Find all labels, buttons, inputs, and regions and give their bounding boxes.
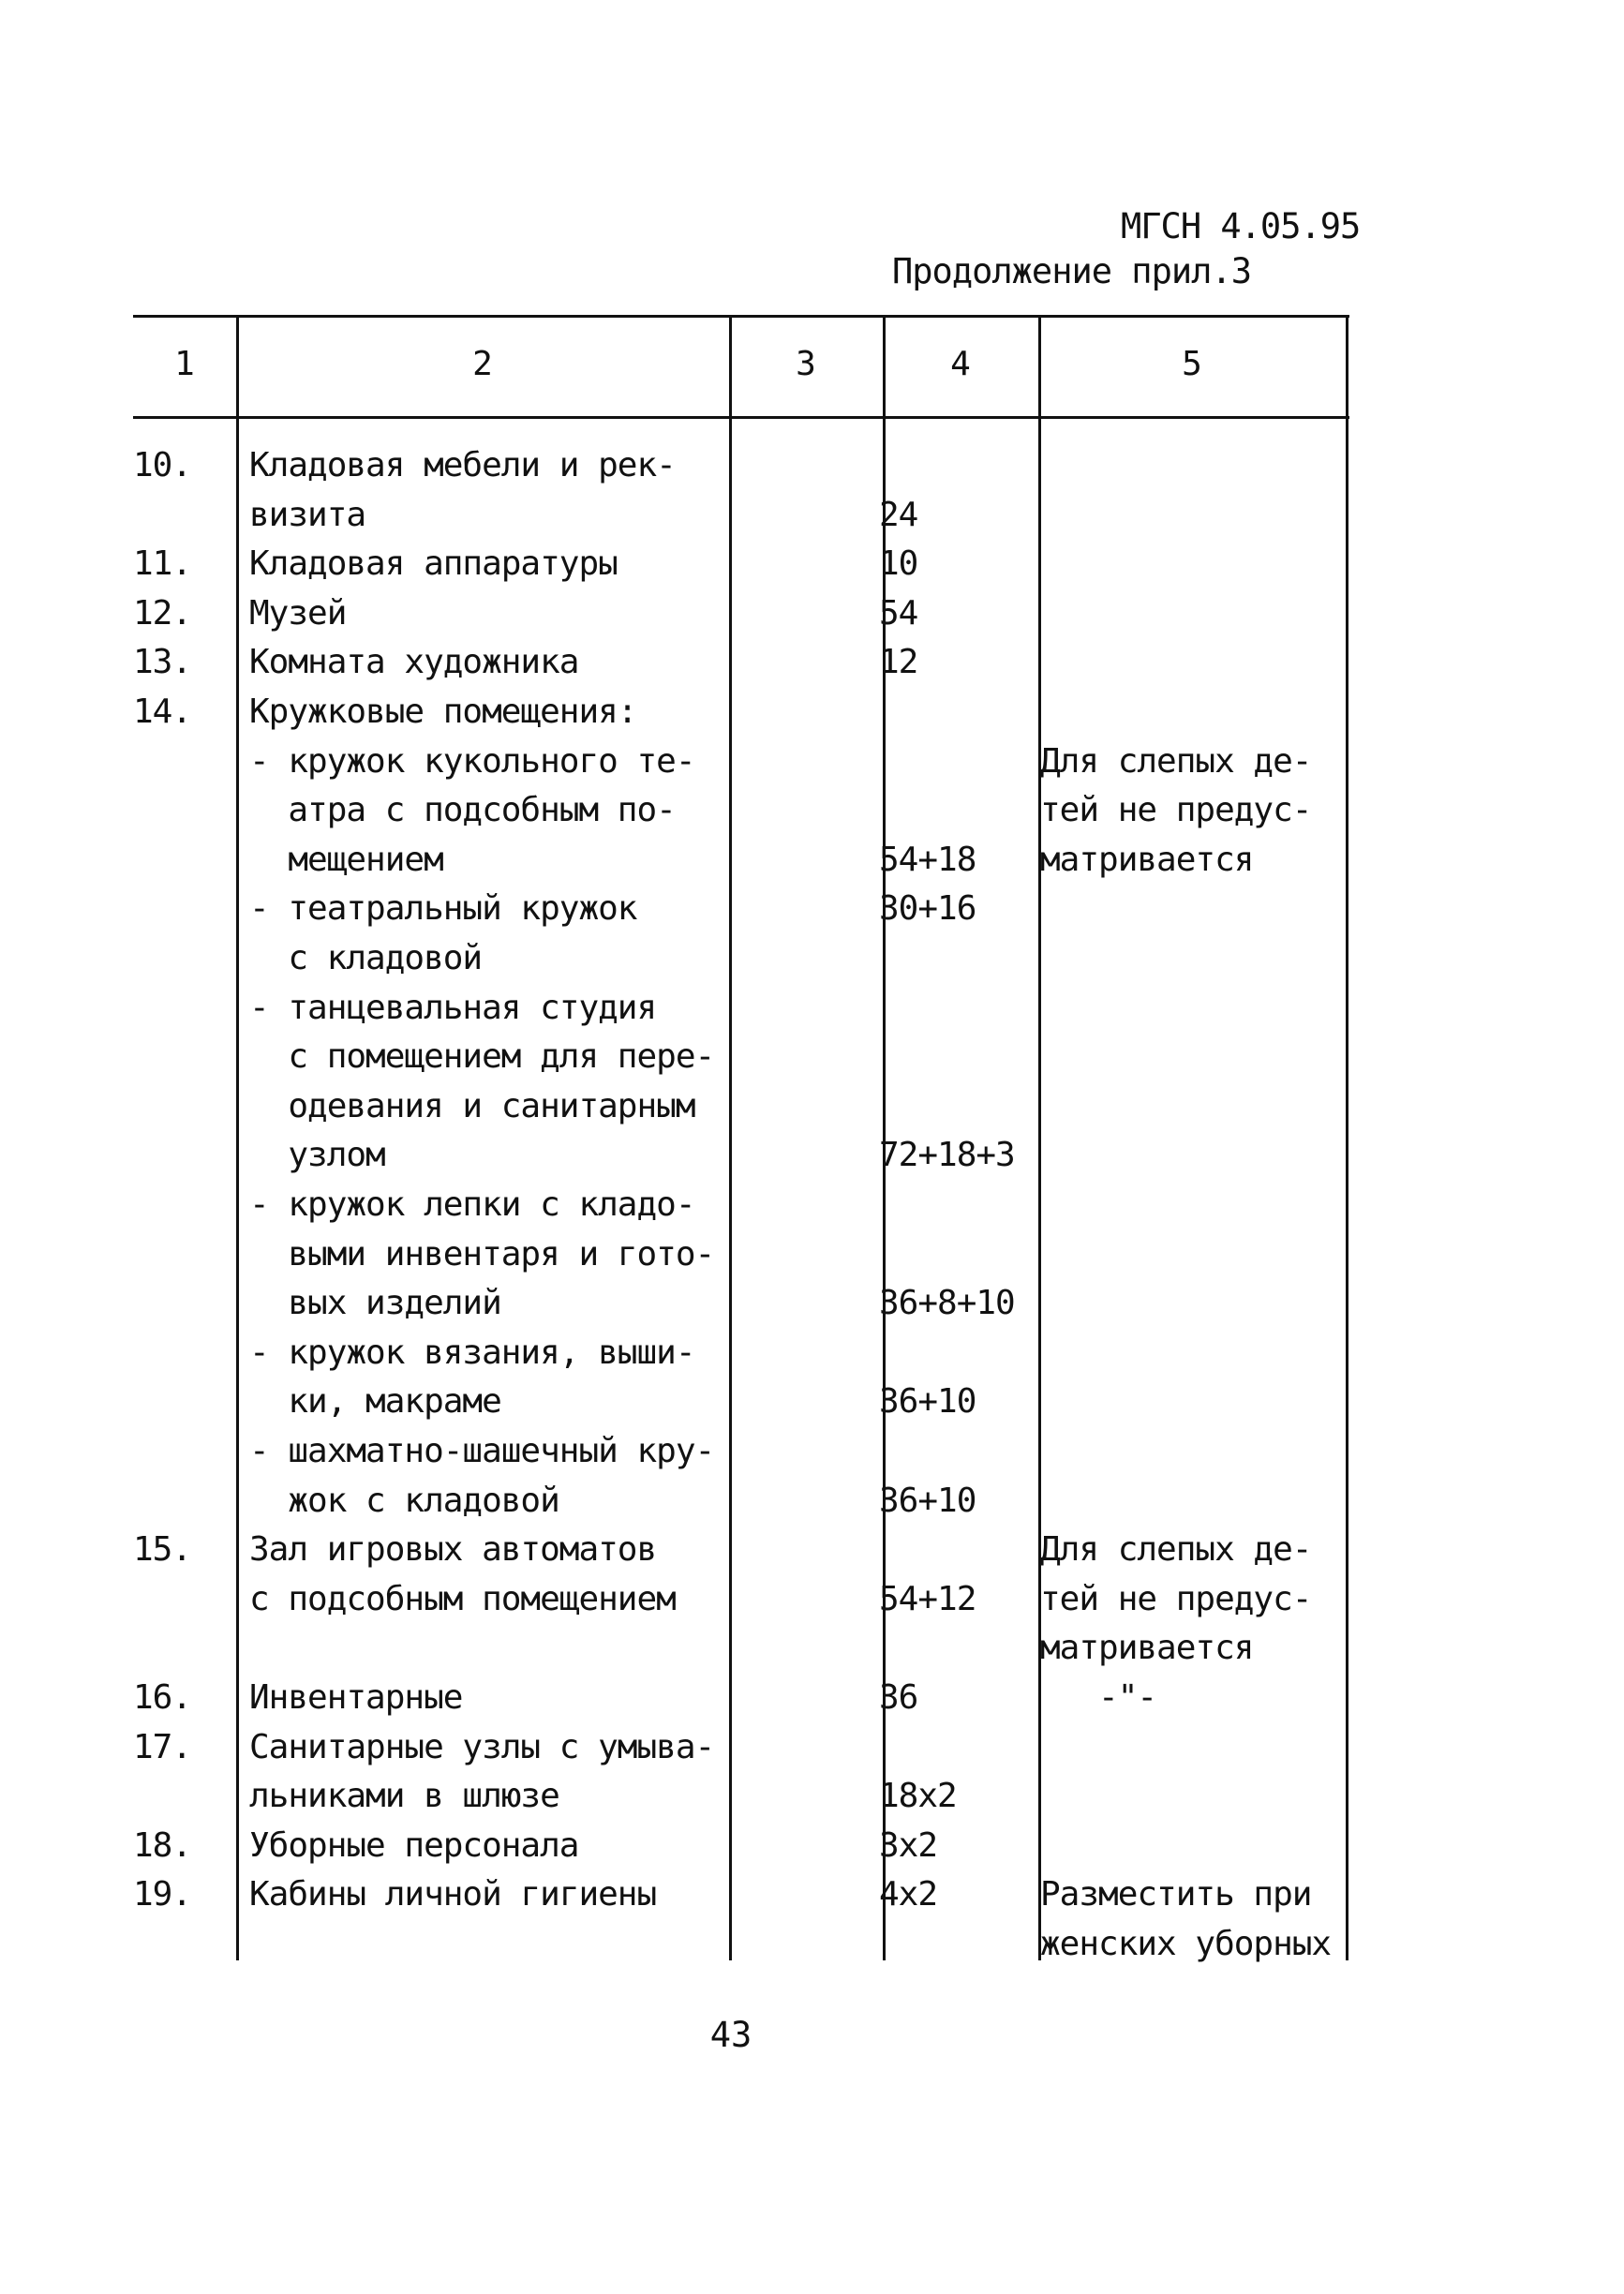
room-name: Музей bbox=[249, 593, 347, 633]
area-value: 54 bbox=[879, 593, 918, 633]
note: матривается bbox=[1040, 840, 1254, 879]
page-number: 43 bbox=[709, 2015, 752, 2055]
area-value: 36 bbox=[879, 1678, 918, 1717]
table-row bbox=[133, 1432, 1349, 1481]
note: Для слепых де- bbox=[1040, 1530, 1312, 1570]
table-row bbox=[133, 496, 1349, 544]
room-name: жок с кладовой bbox=[249, 1481, 559, 1520]
data-table bbox=[133, 315, 1349, 1963]
table-row bbox=[133, 1235, 1349, 1284]
note: тей не предус- bbox=[1040, 791, 1312, 830]
room-name: с кладовой bbox=[249, 939, 483, 977]
table-row bbox=[133, 1185, 1349, 1234]
room-name: - кружок вязания, выши- bbox=[249, 1333, 695, 1372]
table-row bbox=[133, 1482, 1349, 1530]
room-name: - кружок лепки с кладо- bbox=[249, 1185, 695, 1224]
table-row bbox=[133, 1875, 1349, 1924]
row-number: 14. bbox=[133, 693, 192, 731]
row-number: 11. bbox=[133, 544, 192, 584]
row-number: 19. bbox=[133, 1875, 192, 1914]
table-row bbox=[133, 594, 1349, 643]
note: Для слепых де- bbox=[1040, 741, 1312, 781]
table-row bbox=[133, 1580, 1349, 1629]
room-name: мещением bbox=[249, 840, 443, 879]
table-row bbox=[133, 544, 1349, 593]
room-name: одевания и санитарным bbox=[249, 1086, 695, 1125]
row-number: 13. bbox=[133, 643, 192, 682]
table-row bbox=[133, 643, 1349, 692]
table-row bbox=[133, 889, 1349, 938]
table-row bbox=[133, 841, 1349, 889]
area-value: 24 bbox=[879, 495, 918, 534]
room-name: Кабины личной гигиены bbox=[249, 1875, 657, 1914]
row-number: 17. bbox=[133, 1727, 192, 1766]
area-value: 72+18+3 bbox=[879, 1136, 1015, 1175]
room-name: Зал игровых автоматов bbox=[249, 1530, 657, 1570]
row-number: 12. bbox=[133, 593, 192, 633]
room-name: Кладовая мебели и рек- bbox=[249, 446, 676, 484]
area-value: 54+18 bbox=[879, 840, 976, 879]
area-value: 54+12 bbox=[879, 1579, 976, 1618]
area-value: 4х2 bbox=[879, 1875, 938, 1914]
row-number: 16. bbox=[133, 1678, 192, 1717]
table-row bbox=[133, 1925, 1349, 1974]
table-row bbox=[133, 1629, 1349, 1677]
row-number: 15. bbox=[133, 1530, 192, 1570]
document-code: МГСН 4.05.95 bbox=[1121, 206, 1361, 246]
column-header-3: 3 bbox=[796, 345, 816, 383]
column-header-4: 4 bbox=[950, 345, 971, 383]
note: женских уборных bbox=[1040, 1925, 1332, 1963]
room-name: - театральный кружок bbox=[249, 889, 637, 929]
room-name: Комната художника bbox=[249, 643, 579, 682]
room-name: выми инвентаря и гото- bbox=[249, 1234, 715, 1274]
note: тей не предус- bbox=[1040, 1579, 1312, 1618]
room-name: Кладовая аппаратуры bbox=[249, 544, 618, 584]
table-row bbox=[133, 1136, 1349, 1184]
table-row bbox=[133, 989, 1349, 1037]
note: матривается bbox=[1040, 1629, 1254, 1668]
area-value: 12 bbox=[879, 643, 918, 682]
table-row bbox=[133, 742, 1349, 791]
table-row bbox=[133, 1284, 1349, 1333]
table-row bbox=[133, 1087, 1349, 1136]
appendix-continuation-label: Продолжение прил.3 bbox=[892, 251, 1251, 291]
table-row bbox=[133, 1777, 1349, 1825]
room-name: - танцевальная студия bbox=[249, 988, 657, 1027]
room-name: Инвентарные bbox=[249, 1678, 463, 1717]
area-value: 10 bbox=[879, 544, 918, 584]
table-header-divider bbox=[133, 416, 1349, 419]
area-value: 3х2 bbox=[879, 1825, 938, 1865]
table-row bbox=[133, 1333, 1349, 1382]
table-row bbox=[133, 1678, 1349, 1727]
area-value: 18х2 bbox=[879, 1777, 957, 1816]
room-name: с помещением для пере- bbox=[249, 1037, 715, 1077]
table-row bbox=[133, 1530, 1349, 1579]
room-name: ки, макраме bbox=[249, 1382, 501, 1422]
column-header-5: 5 bbox=[1182, 345, 1202, 383]
note: Разместить при bbox=[1040, 1875, 1312, 1914]
table-row bbox=[133, 791, 1349, 840]
room-name: - шахматно-шашечный кру- bbox=[249, 1432, 715, 1470]
area-value: 36+8+10 bbox=[879, 1284, 1015, 1323]
area-value: 36+10 bbox=[879, 1481, 976, 1520]
note: -"- bbox=[1040, 1678, 1157, 1717]
room-name: льниками в шлюзе bbox=[249, 1777, 559, 1816]
room-name: атра с подсобным по- bbox=[249, 791, 676, 830]
table-row bbox=[133, 1728, 1349, 1777]
table-row bbox=[133, 939, 1349, 988]
area-value: 30+16 bbox=[879, 889, 976, 929]
room-name: с подсобным помещением bbox=[249, 1579, 676, 1618]
column-header-1: 1 bbox=[174, 345, 195, 383]
table-row bbox=[133, 1037, 1349, 1086]
room-name: узлом bbox=[249, 1136, 385, 1175]
table-row bbox=[133, 1826, 1349, 1875]
room-name: Санитарные узлы с умыва- bbox=[249, 1727, 715, 1766]
table-row bbox=[133, 446, 1349, 495]
row-number: 10. bbox=[133, 446, 192, 484]
room-name: Кружковые помещения: bbox=[249, 693, 637, 731]
row-number: 18. bbox=[133, 1825, 192, 1865]
room-name: Уборные персонала bbox=[249, 1825, 579, 1865]
room-name: - кружок кукольного те- bbox=[249, 741, 695, 781]
room-name: визита bbox=[249, 495, 366, 534]
column-header-2: 2 bbox=[472, 345, 493, 383]
table-row bbox=[133, 1382, 1349, 1431]
table-row bbox=[133, 693, 1349, 741]
table-top-border bbox=[133, 315, 1349, 318]
area-value: 36+10 bbox=[879, 1382, 976, 1422]
room-name: вых изделий bbox=[249, 1284, 501, 1323]
